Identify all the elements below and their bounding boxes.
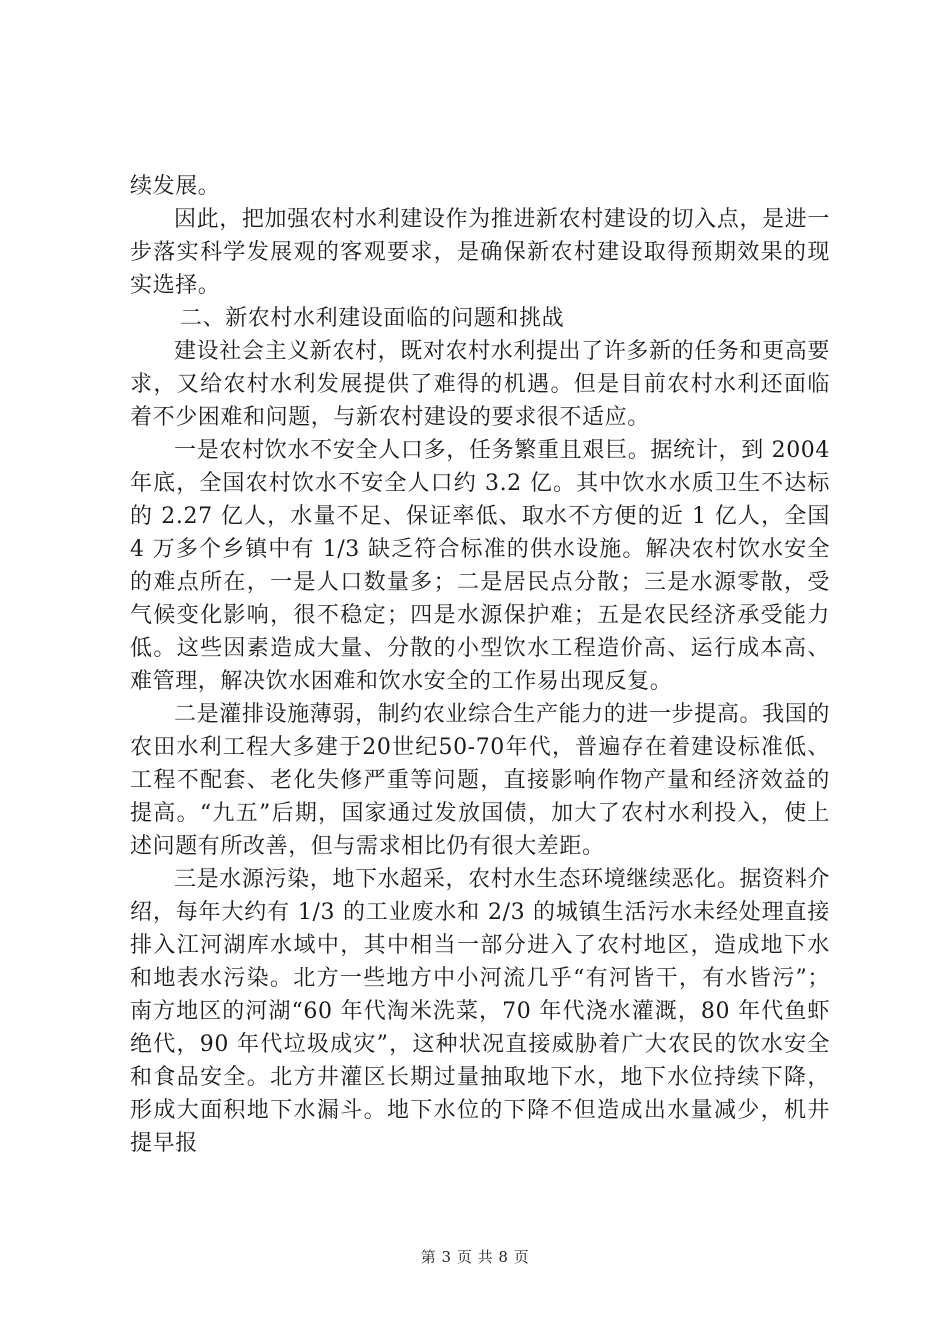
page-footer: 第 3 页 共 8 页 <box>420 1248 530 1266</box>
document-body <box>130 170 830 1160</box>
paragraph-6: 三是水源污染，地下水超采，农村水生态环境继续恶化。据资料介绍，每年大约有 1/3 的工业废水和 2/3 的城镇生活污水未经处理直接排入江河湖库水域中，其中相当一部分进入了农村地区，造成地下水和地表水污染。北方一些地方中小河流几乎“有河皆干，有水皆污”；南方地区的河湖“60 年代淘米洗菜，70 年代浇水灌溉，80 年代鱼虾绝代，90 年代垃圾成灾”，这种状况直接威胁着广大农民的饮水安全和食品安全。北方井灌区长期过量抽取地下水，地下水位持续下降，形成大面积地下水漏斗。地下水位的下降不但造成出水量减少，机井提早报 <box>130 867 830 1156</box>
paragraph-5: 二是灌排设施薄弱，制约农业综合生产能力的进一步提高。我国的农田水利工程大多建于20世纪50-70年代，普遍存在着建设标准低、工程不配套、老化失修严重等问题，直接影响作物产量和经济效益的提高。“九五”后期，国家通过发放国债，加大了农村水利投入，使上述问题有所改善，但与需求相比仍有很大差距。 <box>130 702 830 859</box>
paragraph-3: 建设社会主义新农村，既对农村水利提出了许多新的任务和更高要求，又给农村水利发展提供了难得的机遇。但是目前农村水利还面临着不少困难和问题，与新农村建设的要求很不适应。 <box>130 339 830 430</box>
paragraph-2: 因此，把加强农村水利建设作为推进新农村建设的切入点，是进一步落实科学发展观的客观要求，是确保新农村建设取得预期效果的现实选择。 <box>130 207 830 298</box>
section-heading: 二、新农村水利建设面临的问题和挑战 <box>180 306 565 331</box>
paragraph-4: 一是农村饮水不安全人口多，任务繁重且艰巨。据统计，到 2004 年底，全国农村饮水不安全人口约 3.2 亿。其中饮水水质卫生不达标的 2.27 亿人，水量不足、保证率低、取水不方便的近 1 亿人，全国 4 万多个乡镇中有 1/3 缺乏符合标准的供水设施。解决农村饮水安全的难点所在，一是人口数量多；二是居民点分散；三是水源零散，受气候变化影响，很不稳定；四是水源保护难；五是农民经济承受能力低。这些因素造成大量、分散的小型饮水工程造价高、运行成本高、难管理，解决饮水困难和饮水安全的工作易出现反复。 <box>130 438 830 694</box>
paragraph-1: 续发展。 <box>130 174 221 199</box>
